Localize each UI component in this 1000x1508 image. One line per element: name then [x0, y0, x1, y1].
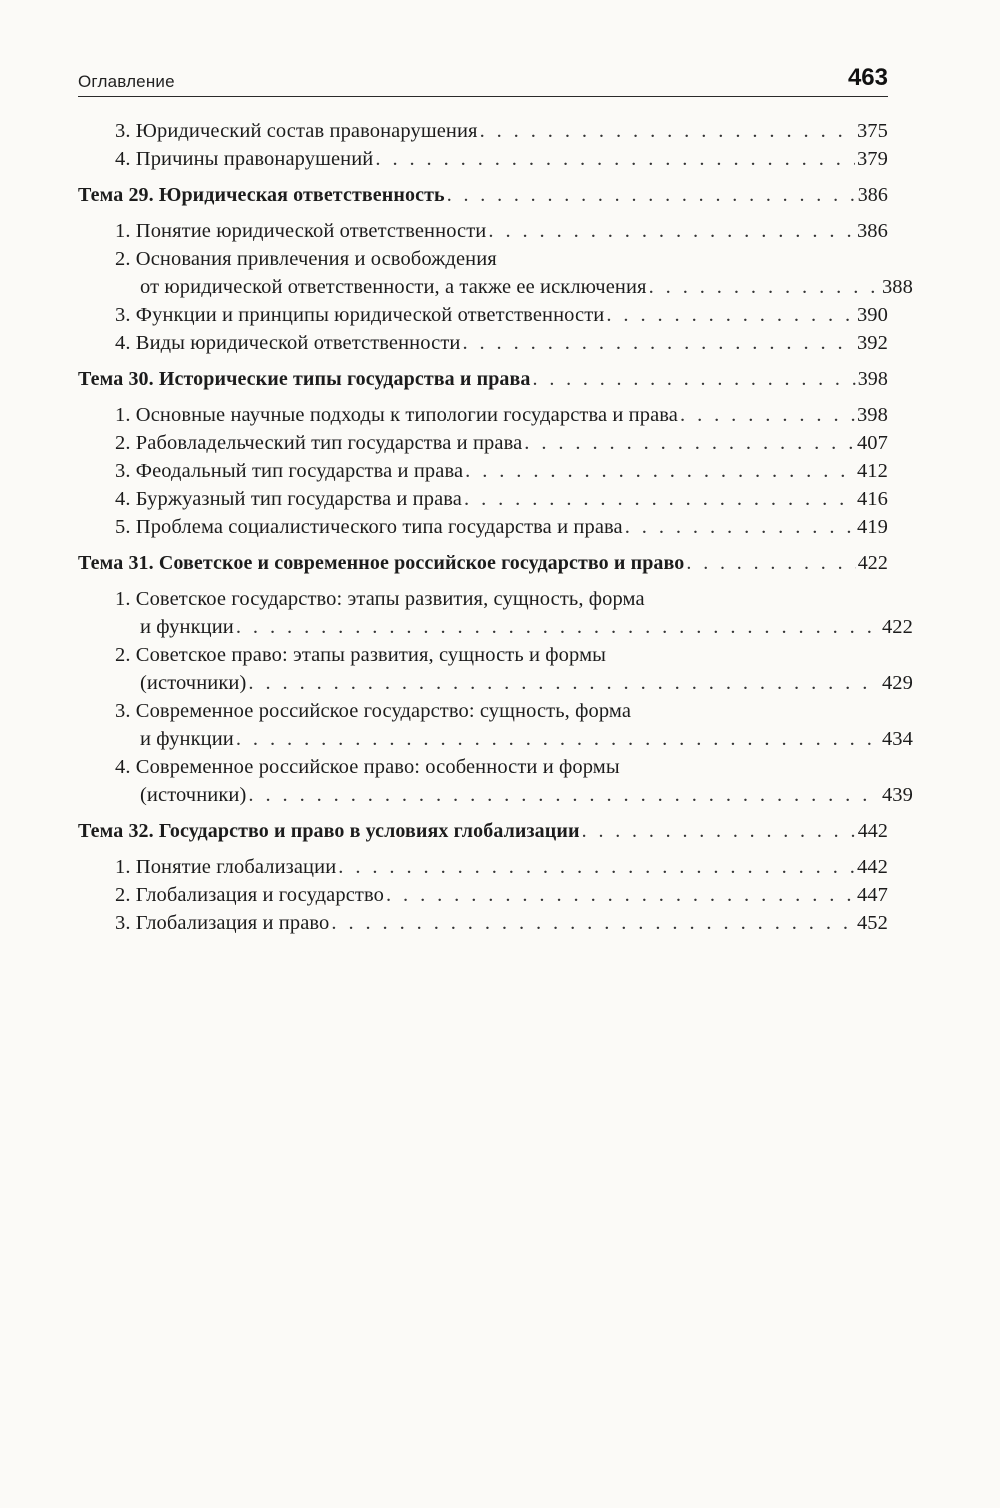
toc-entry-page: 452 — [856, 912, 888, 934]
leader-dots — [386, 881, 855, 909]
toc-topic-page: 398 — [857, 368, 888, 390]
toc-entry-title: 2. Глобализация и государство — [115, 884, 384, 906]
toc-entry-title-line2: (источники) — [140, 672, 247, 694]
toc-entry-title: 1. Основные научные подходы к типологии государства и права — [115, 404, 679, 426]
toc-entry-page: 422 — [881, 616, 913, 638]
toc-entry-title: 5. Проблема социалистического типа государства и права — [115, 516, 623, 538]
toc-entry-page: 388 — [881, 276, 913, 298]
toc-entry-title-line2: и функции — [140, 616, 234, 638]
toc-entry-title-line2: и функции — [140, 728, 234, 750]
leader-dots — [680, 401, 855, 429]
toc-topic-title: Тема 31. Советское и современное российское государство и право — [78, 552, 685, 574]
leader-dots — [465, 457, 855, 485]
toc-topic-31[interactable] — [78, 549, 888, 577]
toc-entry-31-3[interactable] — [78, 697, 913, 753]
toc-entry-30-3[interactable] — [78, 457, 888, 485]
toc-entry-title-line1: 1. Советское государство: этапы развития, сущность, форма — [115, 588, 645, 610]
toc-entry-title-line2: от юридической ответственности, а также ее исключения — [140, 276, 647, 298]
toc-entry-title-line1: 3. Современное российское государство: сущность, форма — [115, 700, 632, 722]
leader-dots — [338, 853, 855, 881]
leader-dots — [488, 217, 855, 245]
toc-entry-title: 4. Виды юридической ответственности — [115, 332, 461, 354]
toc-entry-title-line1: 4. Современное российское право: особенности и формы — [115, 756, 620, 778]
toc-topic-page: 442 — [857, 820, 888, 842]
leader-dots — [248, 669, 880, 697]
section-label: Оглавление — [78, 72, 175, 91]
toc-entry-29-2[interactable] — [78, 245, 913, 301]
toc-entry-29-1[interactable] — [78, 217, 888, 245]
toc-entry-30-2[interactable] — [78, 429, 888, 457]
toc-entry-32-1[interactable] — [78, 853, 888, 881]
toc-entry-title-line2: (источники) — [140, 784, 247, 806]
leader-dots — [480, 117, 855, 145]
toc-entry-title: 1. Понятие юридической ответственности — [115, 220, 487, 242]
running-head — [78, 66, 888, 97]
leader-dots — [236, 725, 880, 753]
toc-topic-title: Тема 30. Исторические типы государства и права — [78, 368, 531, 390]
leader-dots — [582, 817, 856, 845]
toc-entry-page: 412 — [856, 460, 888, 482]
leader-dots — [236, 613, 880, 641]
toc-entry-page: 442 — [856, 856, 888, 878]
toc-entry-29-4[interactable] — [78, 329, 888, 357]
toc-entry-title: 4. Причины правонарушений — [115, 148, 374, 170]
toc-entry-title-line1: 2. Основания привлечения и освобождения — [115, 248, 497, 270]
toc-entry-title: 1. Понятие глобализации — [115, 856, 337, 878]
toc-entry-31-2[interactable] — [78, 641, 913, 697]
leader-dots — [649, 273, 880, 301]
toc-entry-page: 392 — [856, 332, 888, 354]
toc-entry-page: 390 — [856, 304, 888, 326]
toc-entry-32-2[interactable] — [78, 881, 888, 909]
toc-topic-32[interactable] — [78, 817, 888, 845]
toc-entry-page: 439 — [881, 784, 913, 806]
toc-entry-31-4[interactable] — [78, 753, 913, 809]
toc-entry-page: 379 — [856, 148, 888, 170]
leader-dots — [524, 429, 855, 457]
toc-entry-title: 4. Буржуазный тип государства и права — [115, 488, 463, 510]
toc-entry-page: 398 — [856, 404, 888, 426]
toc-entry-page: 447 — [856, 884, 888, 906]
toc-entry-page: 386 — [856, 220, 888, 242]
page-number: 463 — [847, 64, 888, 91]
leader-dots — [533, 365, 856, 393]
book-page — [78, 0, 913, 1508]
toc-entry-28-3[interactable] — [78, 117, 888, 145]
toc-entry-title-line1: 2. Советское право: этапы развития, сущность и формы — [115, 644, 607, 666]
toc-entry-title: 2. Рабовладельческий тип государства и права — [115, 432, 523, 454]
toc-entry-title: 3. Юридический состав правонарушения — [115, 120, 478, 142]
toc-topic-page: 422 — [857, 552, 888, 574]
toc-entry-30-5[interactable] — [78, 513, 888, 541]
toc-entry-28-4[interactable] — [78, 145, 888, 173]
leader-dots — [248, 781, 880, 809]
toc-topic-page: 386 — [857, 184, 888, 206]
toc-entry-29-3[interactable] — [78, 301, 888, 329]
toc-entry-31-1[interactable] — [78, 585, 913, 641]
leader-dots — [375, 145, 855, 173]
leader-dots — [686, 549, 855, 577]
toc-entry-title: 3. Глобализация и право — [115, 912, 330, 934]
toc-entry-30-1[interactable] — [78, 401, 888, 429]
leader-dots — [606, 301, 855, 329]
toc-entry-page: 419 — [856, 516, 888, 538]
toc-entry-32-3[interactable] — [78, 909, 888, 937]
toc-entry-page: 429 — [881, 672, 913, 694]
toc-topic-title: Тема 32. Государство и право в условиях глобализации — [78, 820, 580, 842]
toc-topic-29[interactable] — [78, 181, 888, 209]
toc-entry-title: 3. Феодальный тип государства и права — [115, 460, 464, 482]
toc-entry-30-4[interactable] — [78, 485, 888, 513]
toc-topic-title: Тема 29. Юридическая ответственность — [78, 184, 445, 206]
table-of-contents — [78, 117, 913, 937]
leader-dots — [462, 329, 854, 357]
toc-entry-page: 375 — [856, 120, 888, 142]
leader-dots — [447, 181, 856, 209]
leader-dots — [331, 909, 855, 937]
leader-dots — [625, 513, 855, 541]
toc-entry-page: 434 — [881, 728, 913, 750]
toc-entry-title: 3. Функции и принципы юридической ответственности — [115, 304, 605, 326]
toc-entry-page: 416 — [856, 488, 888, 510]
toc-topic-30[interactable] — [78, 365, 888, 393]
leader-dots — [464, 485, 855, 513]
toc-entry-page: 407 — [856, 432, 888, 454]
